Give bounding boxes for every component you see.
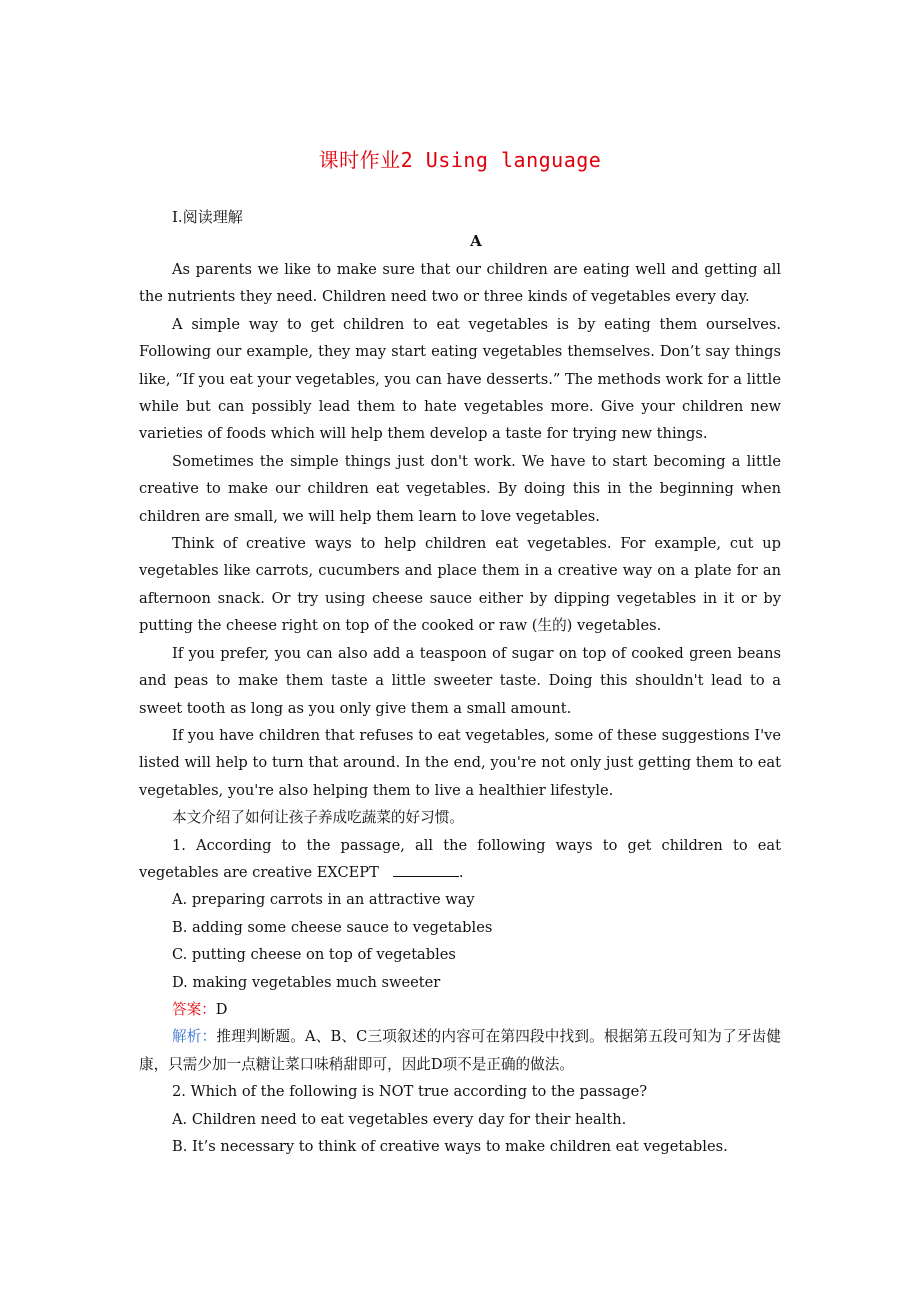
question-1-option-b: B. adding some cheese sauce to vegetables [172,918,493,936]
analysis-label: 解析： [172,1028,217,1046]
answer-label: 答案： [172,1000,216,1018]
analysis-text: 推理判断题。A、B、C三项叙述的内容可在第四段中找到。根据第五段可知为了牙齿健康，只需少加一点糖让菜口味稍甜即可，因此D项不是正确的做法。 [139,1028,781,1073]
paragraph: If you prefer, you can also add a teaspoon of sugar on top of cooked green beans and peas to make them taste a little sweeter taste. Doing this shouldn't lead to a sweet tooth as long as you only give them a small amount. [139,644,781,717]
question-1-option-d: D. making vegetables much sweeter [172,973,441,991]
page-title: 课时作业2 Using language [318,148,602,172]
answer-blank [393,862,459,877]
passage-body [139,256,781,1160]
answer-value: D [215,1000,228,1018]
question-2-stem: 2. Which of the following is NOT true according to the passage? [172,1083,648,1101]
question-1-text: 1. According to the passage, all the following ways to get children to eat vegetables are creative EXCEPT [139,836,781,881]
paragraph: If you have children that refuses to eat vegetables, some of these suggestions I've listed will help to turn that around. In the end, you're not only just getting them to eat vegetables, you're also helping them to live a healthier lifestyle. [139,726,781,799]
question-1-option-c: C. putting cheese on top of vegetables [172,946,456,964]
question-1-answer [139,996,781,1023]
question-1-stem-end: . [458,863,464,881]
paragraph: A simple way to get children to eat vegetables is by eating them ourselves. Following our example, they may start eating vegetables themselves. Don’t say things like, “If you eat your vegetables, you can have desserts.” The methods work for a little while but can possibly lead them to hate vegetables more. Give your children new varieties of foods which will help them develop a taste for trying new things. [139,315,781,443]
question-1-option-a: A. preparing carrots in an attractive way [172,891,475,909]
summary: 本文介绍了如何让孩子养成吃蔬菜的好习惯。 [172,809,464,827]
question-2-option-a: A. Children need to eat vegetables every day for their health. [172,1110,627,1128]
section-heading: Ⅰ.阅读理解 [172,208,243,226]
paragraph: Think of creative ways to help children eat vegetables. For example, cut up vegetables like carrots, cucumbers and place them in a creative way on a plate for an afternoon snack. Or try using cheese sauce either by dipping vegetables in it or by putting the cheese right on top of the cooked or raw (生的) vegetables. [139,535,781,635]
passage-letter: A [470,232,482,250]
question-2-option-b: B. It’s necessary to think of creative ways to make children eat vegetables. [172,1138,728,1155]
question-1-analysis [139,1023,781,1078]
paragraph: As parents we like to make sure that our children are eating well and getting all the nutrients they need. Children need two or three kinds of vegetables every day. [139,261,781,306]
paragraph: Sometimes the simple things just don't work. We have to start becoming a little creative to make our children eat vegetables. By doing this in the beginning when children are small, we will help them learn to love vegetables. [139,452,781,525]
question-1-stem [139,832,781,887]
